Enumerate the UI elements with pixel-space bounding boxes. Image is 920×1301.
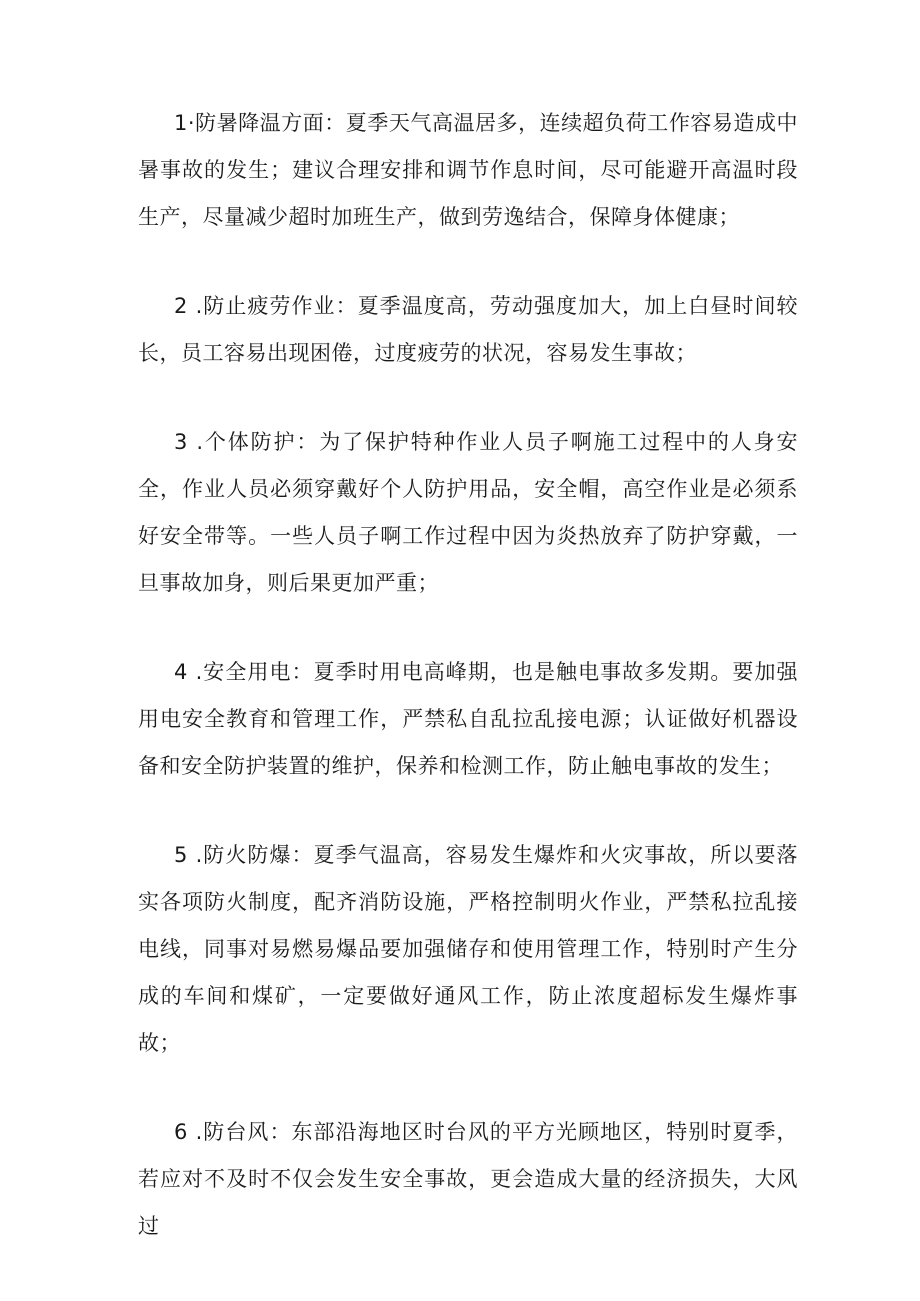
paragraph-fire-explosion-prevention: 5 .防火防爆：夏季气温高，容易发生爆炸和火灾事故，所以要落实各项防火制度，配齐消防设施，严格控制明火作业，严禁私拉乱接电线，同事对易燃易爆品要加强储存和使用管理工作，特别时产生分成的车间和煤矿，一定要做好通风工作，防止浓度超标发生爆炸事故； — [138, 843, 798, 1055]
document-body — [138, 100, 798, 1250]
paragraph-electrical-safety: 4 .安全用电：夏季时用电高峰期，也是触电事故多发期。要加强用电安全教育和管理工作，严禁私自乱拉乱接电源；认证做好机器设备和安全防护装置的维护，保养和检测工作，防止触电事故的发生； — [138, 660, 798, 778]
paragraph-typhoon-prevention: 6 .防台风：东部沿海地区时台风的平方光顾地区，特别时夏季，若应对不及时不仅会发生安全事故，更会造成大量的经济损失，大风过 — [138, 1120, 798, 1238]
paragraph-heat-prevention: 1·防暑降温方面：夏季天气高温居多，连续超负荷工作容易造成中暑事故的发生；建议合理安排和调节作息时间，尽可能避开高温时段生产，尽量减少超时加班生产，做到劳逸结合，保障身体健康； — [138, 111, 798, 229]
paragraph-personal-protection: 3 .个体防护：为了保护特种作业人员子啊施工过程中的人身安全，作业人员必须穿戴好个人防护用品，安全帽，高空作业是必须系好安全带等。一些人员子啊工作过程中因为炎热放弃了防护穿戴，一旦事故加身，则后果更加严重； — [138, 430, 798, 595]
paragraph-fatigue-prevention: 2 .防止疲劳作业：夏季温度高，劳动强度加大，加上白昼时间较长，员工容易出现困倦，过度疲劳的状况，容易发生事故； — [138, 294, 798, 365]
